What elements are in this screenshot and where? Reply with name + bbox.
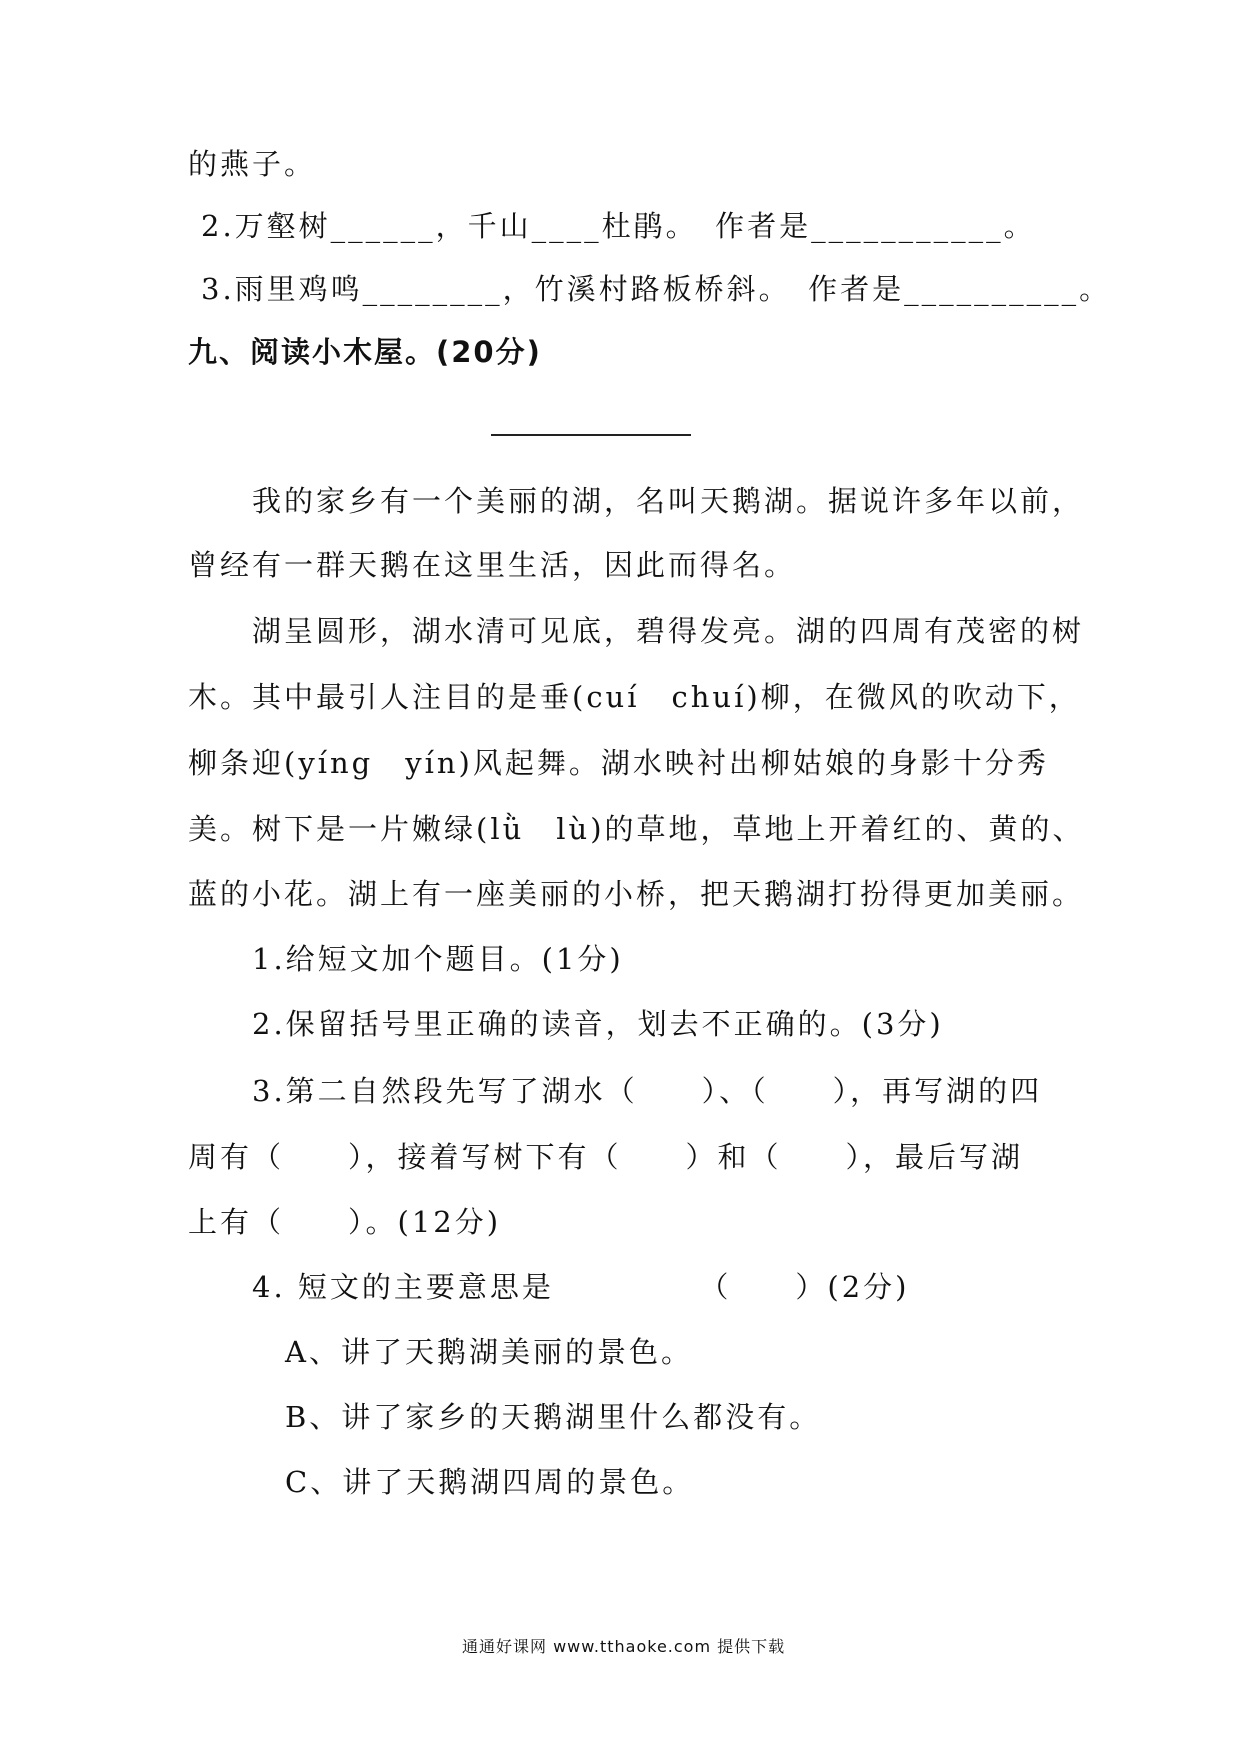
- question-1: 1.给短文加个题目。(1分): [252, 942, 624, 976]
- paragraph-2-line-2: 木。其中最引人注目的是垂(cuí chuí)柳，在微风的吹动下，: [188, 680, 1081, 714]
- question-2-poem: 2.万壑树______，千山____杜鹃。 作者是___________。: [201, 209, 1036, 243]
- question-3-line-3: 上有（ ）。(12分): [188, 1205, 502, 1239]
- question-3-poem: 3.雨里鸡鸣________，竹溪村路板桥斜。 作者是__________。: [201, 272, 1112, 306]
- paragraph-2-line-4: 美。树下是一片嫩绿(lǜ lù)的草地，草地上开着红的、黄的、: [188, 812, 1085, 846]
- question-3-line-2: 周有（ ），接着写树下有（ ）和（ ），最后写湖: [188, 1140, 1024, 1174]
- title-blank-line: [491, 434, 691, 436]
- section-9-heading: 九、阅读小木屋。(20分): [188, 335, 542, 369]
- option-a: A、讲了天鹅湖美丽的景色。: [285, 1335, 693, 1369]
- paragraph-1-line-1: 我的家乡有一个美丽的湖，名叫天鹅湖。据说许多年以前，: [252, 484, 1085, 518]
- paragraph-2-line-5: 蓝的小花。湖上有一座美丽的小桥，把天鹅湖打扮得更加美丽。: [188, 877, 1085, 911]
- question-3-line-1: 3.第二自然段先写了湖水（ ）、（ ），再写湖的四: [252, 1074, 1043, 1108]
- paragraph-2-line-3: 柳条迎(yíng yín)风起舞。湖水映衬出柳姑娘的身影十分秀: [188, 746, 1049, 780]
- question-2: 2.保留括号里正确的读音，划去不正确的。(3分): [252, 1007, 944, 1041]
- footer-credit: 通通好课网 www.tthaoke.com 提供下载: [462, 1637, 786, 1656]
- option-c: C、讲了天鹅湖四周的景色。: [285, 1465, 695, 1499]
- paragraph-1-line-2: 曾经有一群天鹅在这里生活，因此而得名。: [188, 548, 797, 582]
- line-swallow: 的燕子。: [188, 147, 317, 181]
- option-b: B、讲了家乡的天鹅湖里什么都没有。: [285, 1400, 822, 1434]
- paragraph-2-line-1: 湖呈圆形，湖水清可见底，碧得发亮。湖的四周有茂密的树: [252, 614, 1085, 648]
- question-4: 4. 短文的主要意思是 （ ）(2分): [252, 1270, 910, 1304]
